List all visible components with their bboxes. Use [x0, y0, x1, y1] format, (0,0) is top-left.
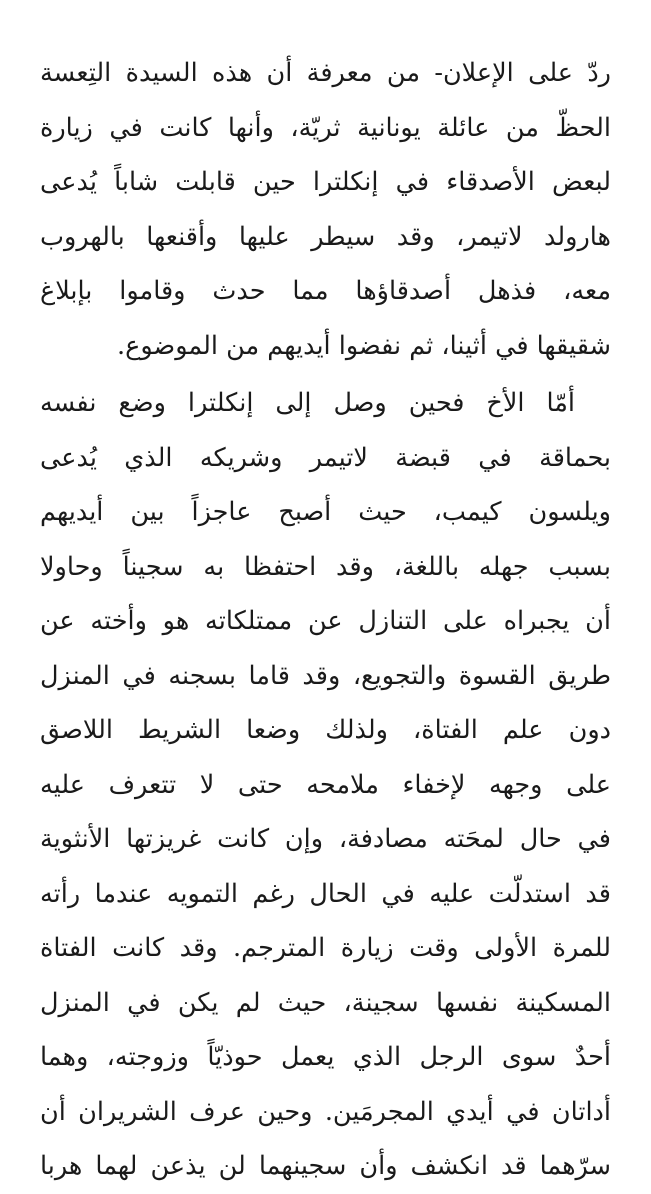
text-line: أمّا الأخ فحين وصل إلى إنكلترا وضع نفسه [40, 388, 575, 418]
text-line: للمرة الأولى وقت زيارة المترجم. وقد كانت الفتاة [40, 933, 611, 963]
text-line: على وجهه لإخفاء ملامحه حتى لا تتعرف عليه [40, 769, 611, 800]
text-line: سرّهما قد انكشف وأن سجينهما لن يذعن لهما هربا [40, 1151, 611, 1181]
text-line: أحدٌ سوى الرجل الذي يعمل حوذيّاً وزوجته، وهما [40, 1042, 611, 1072]
book-page [40, 46, 611, 1181]
text-line: هارولد لاتيمر، وقد سيطر عليها وأقنعها بالهروب [40, 221, 611, 252]
text-line: بحماقة في قبضة لاتيمر وشريكه الذي يُدعى [40, 442, 611, 473]
text-line: لبعض الأصدقاء في إنكلترا حين قابلت شاباً يُدعى [40, 167, 611, 197]
text-line: المسكينة نفسها سجينة، حيث لم يكن في المنزل [40, 987, 611, 1018]
paragraph [40, 376, 611, 1194]
text-line: شقيقها في أثينا، ثم نفضوا أيديهم من الموضوع. [117, 330, 611, 361]
text-line: طريق القسوة والتجويع، وقد قاما بسجنه في المنزل [40, 660, 611, 691]
text-line: ردّ على الإعلان- من معرفة أن هذه السيدة التِعسة [40, 58, 611, 88]
text-line: في حال لمحَته مصادفة، وإن كانت غريزتها الأنثوية [40, 824, 611, 854]
text-line: معه، فذهل أصدقاؤها مما حدث وقاموا بإبلاغ [40, 276, 611, 306]
text-line: أن يجبراه على التنازل عن ممتلكاته هو وأخته عن [40, 606, 611, 636]
text-line: ويلسون كيمب، حيث أصبح عاجزاً بين أيديهم [40, 497, 611, 527]
text-line: الحظّ من عائلة يونانية ثريّة، وأنها كانت في زيارة [40, 112, 611, 143]
text-line: قد استدلّت عليه في الحال رغم التمويه عندما رأته [40, 878, 611, 909]
text-line: بسبب جهله باللغة، وقد احتفظا به سجيناً وحاولا [40, 551, 611, 582]
paragraph [40, 46, 611, 373]
text-line: أداتان في أيدي المجرمَين. وحين عرف الشريران أن [40, 1096, 611, 1127]
text-line: دون علم الفتاة، ولذلك وضعا الشريط اللاصق [40, 715, 611, 745]
